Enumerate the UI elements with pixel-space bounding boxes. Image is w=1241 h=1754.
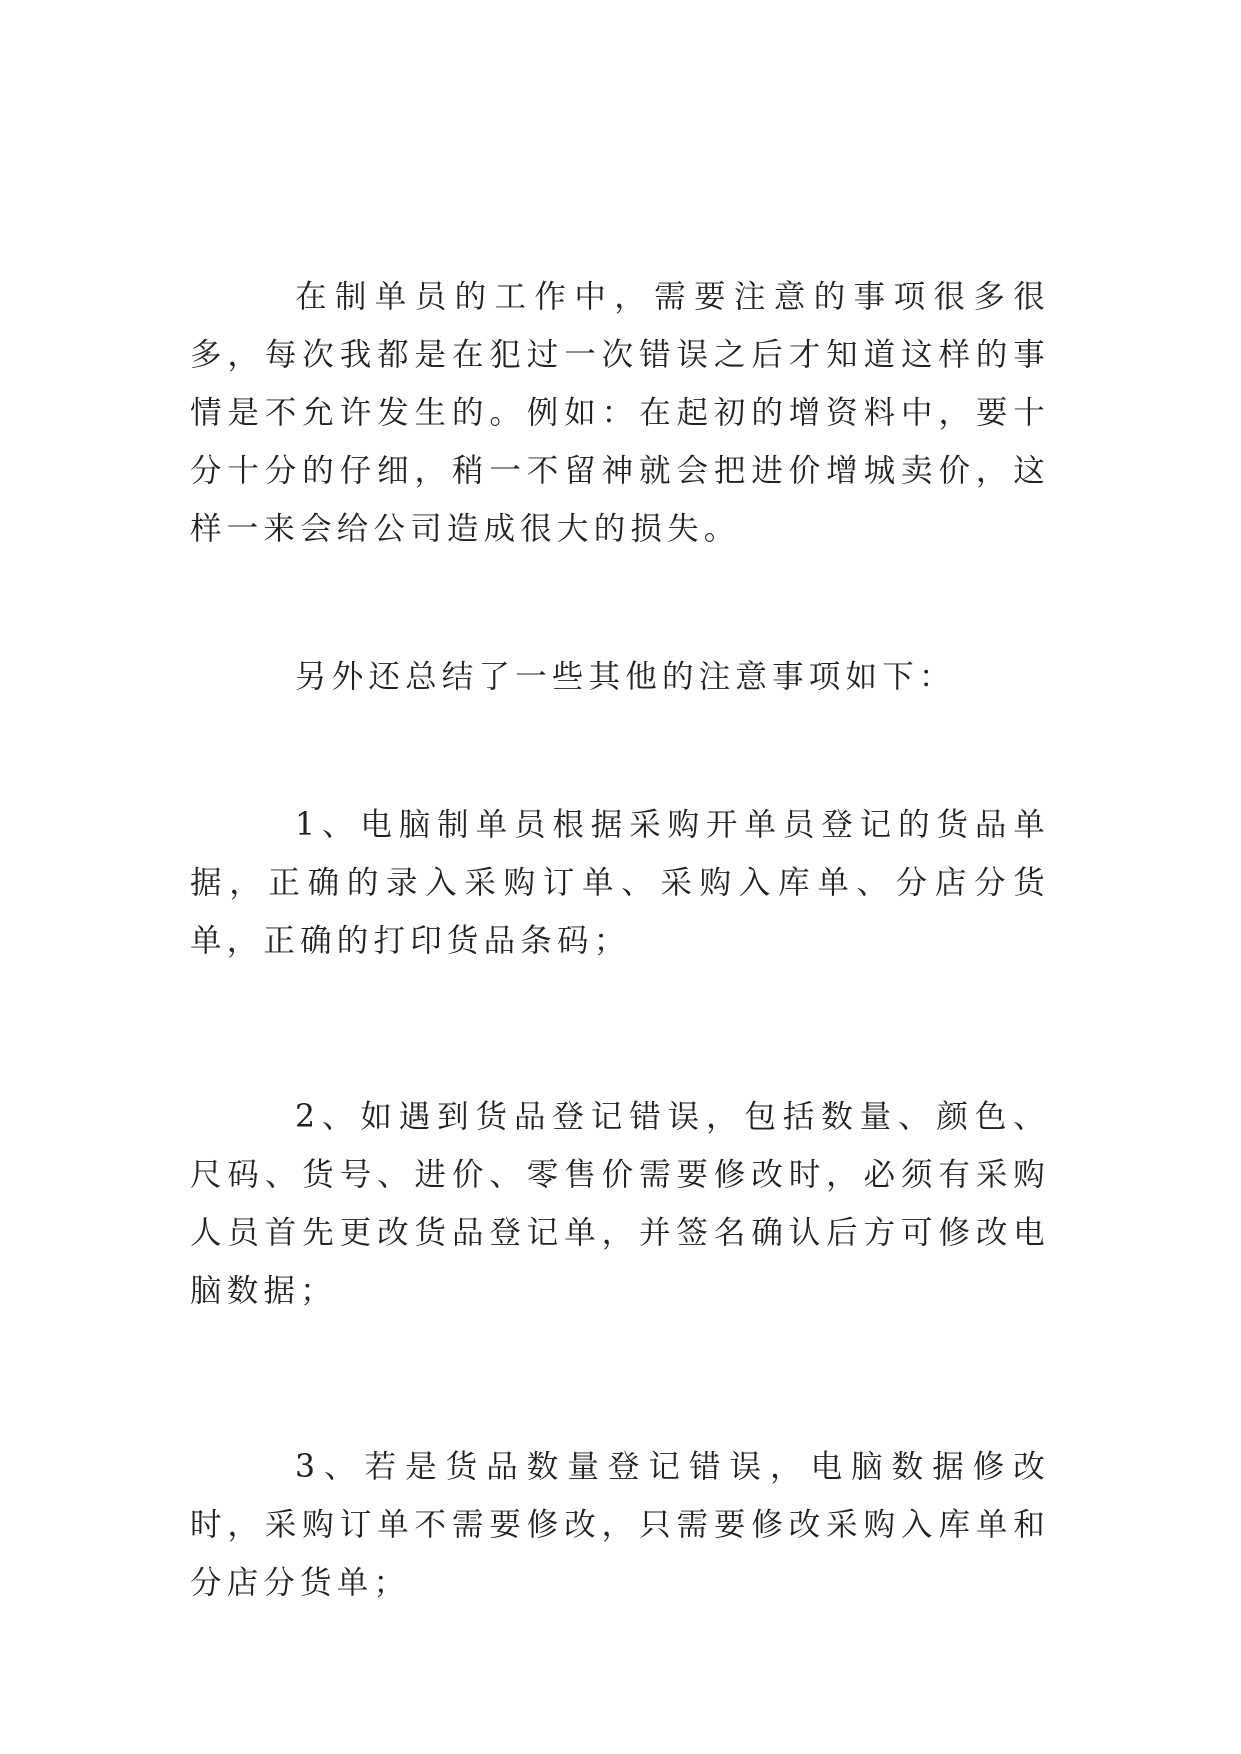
list-item-1: 1、电脑制单员根据采购开单员登记的货品单据，正确的录入采购订单、采购入库单、分店分货单，正确的打印货品条码； [190, 807, 1050, 959]
list-item-3: 3、若是货品数量登记错误，电脑数据修改时，采购订单不需要修改，只需要修改采购入库单和分店分货单； [190, 1449, 1050, 1601]
list-item-2: 2、如遇到货品登记错误，包括数量、颜色、尺码、货号、进价、零售价需要修改时，必须有采购人员首先更改货品登记单，并签名确认后方可修改电脑数据； [190, 1099, 1050, 1309]
paragraph-summary-heading: 另外还总结了一些其他的注意事项如下： [295, 659, 956, 695]
document-body [190, 268, 1050, 1612]
paragraph-intro: 在制单员的工作中，需要注意的事项很多很多，每次我都是在犯过一次错误之后才知道这样的事情是不允许发生的。例如：在起初的增资料中，要十分十分的仔细，稍一不留神就会把进价增城卖价，这样一来会给公司造成很大的损失。 [190, 279, 1050, 547]
